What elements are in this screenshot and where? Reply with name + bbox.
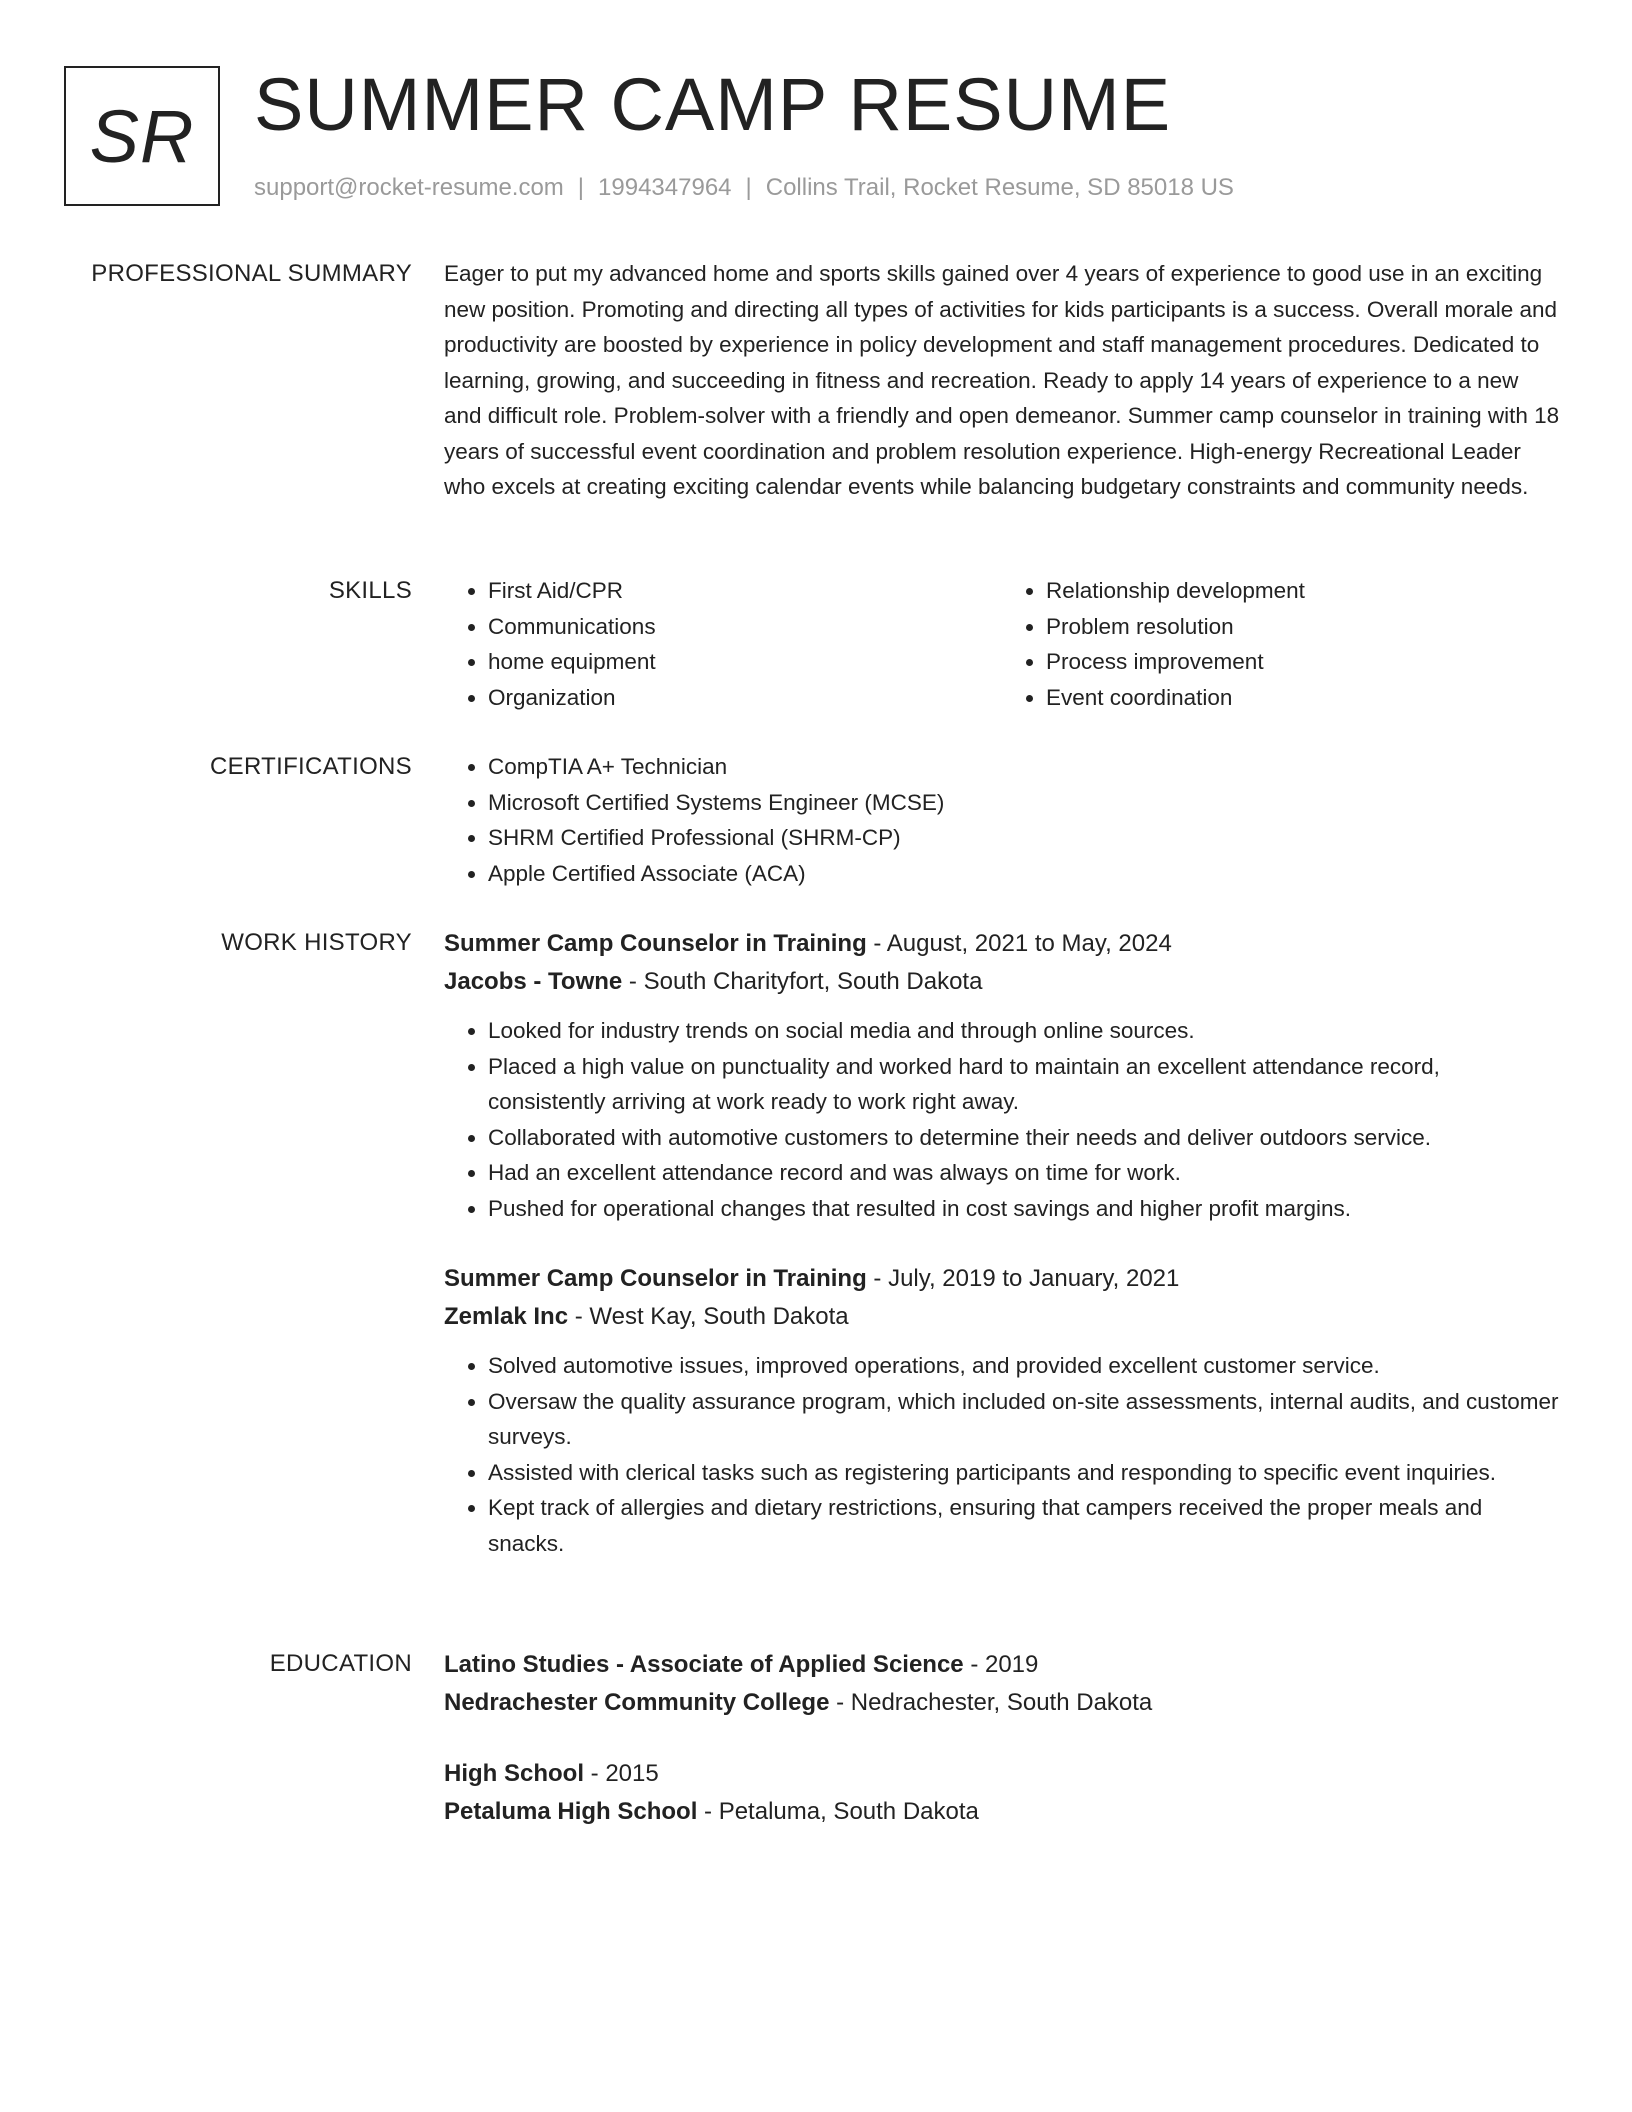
list-item: • Event coordination	[1046, 680, 1560, 716]
list-item: • Pushed for operational changes that resulted in cost savings and higher profit margins.	[488, 1191, 1560, 1227]
job-dates: - July, 2019 to January, 2021	[866, 1265, 1180, 1292]
list-item: • CompTIA A+ Technician	[488, 749, 1560, 785]
job-duties-list	[444, 1348, 1560, 1561]
contact-email[interactable]: support@rocket-resume.com	[254, 174, 564, 201]
resume-header	[64, 63, 1564, 216]
degree-line	[444, 1646, 1560, 1684]
job-company: Zemlak Inc	[444, 1303, 569, 1330]
job-duties-list	[444, 1013, 1560, 1226]
job-location: - South Charityfort, South Dakota	[622, 968, 983, 995]
degree: High School	[444, 1760, 584, 1787]
summary-body	[444, 256, 1560, 505]
job-company-line	[444, 963, 1560, 1001]
summary-text: Eager to put my advanced home and sports skills gained over 4 years of experience to good use in an exciting new position. Promoting and directing all types of activities for kids participants is a success. Overall morale and productivity are boosted by experience in policy development and staff management procedures. Dedicated to learning, growing, and succeeding in fitness and recreation. Ready to apply 14 years of experience to a new and difficult role. Problem-solver with a friendly and open demeanor. Summer camp counselor in training with 18 years of successful event coordination and problem resolution experience. High-energy Recreational Leader who excels at creating exciting calendar events while balancing budgetary constraints and community needs.	[444, 261, 1560, 499]
list-item: • Looked for industry trends on social media and through online sources.	[488, 1013, 1560, 1049]
section-label: CERTIFICATIONS	[210, 753, 412, 780]
job-title: Summer Camp Counselor in Training	[444, 1265, 867, 1292]
list-item: • Assisted with clerical tasks such as registering participants and responding to specific event inquiries.	[488, 1455, 1560, 1491]
list-item: • Communications	[488, 609, 1002, 645]
list-item: • Oversaw the quality assurance program, which included on-site assessments, internal audits, and customer surveys.	[488, 1384, 1560, 1455]
list-item: • Placed a high value on punctuality and worked hard to maintain an excellent attendance record, consistently arriving at work ready to work right away.	[488, 1049, 1560, 1120]
skills-body	[444, 573, 1560, 715]
skills-list-right	[1002, 573, 1560, 715]
list-item: • First Aid/CPR	[488, 573, 1002, 609]
monogram-logo: SR	[64, 66, 220, 206]
list-item: • Kept track of allergies and dietary restrictions, ensuring that campers received the proper meals and snacks.	[488, 1490, 1560, 1561]
section-label: PROFESSIONAL SUMMARY	[91, 260, 412, 287]
section-label: SKILLS	[328, 577, 412, 604]
degree-line	[444, 1755, 1560, 1793]
section-label: EDUCATION	[269, 1650, 412, 1677]
school-location: - Nedrachester, South Dakota	[829, 1689, 1153, 1716]
work-history-body	[444, 925, 1560, 1561]
job-company: Jacobs - Towne	[444, 968, 623, 995]
contact-phone[interactable]: 1994347964	[598, 174, 732, 201]
skills-list-left	[444, 573, 1002, 715]
education-entry	[444, 1646, 1560, 1722]
contact-separator: |	[745, 174, 752, 201]
job-dates: - August, 2021 to May, 2024	[866, 930, 1172, 957]
page-title: SUMMER CAMP RESUME	[254, 63, 1172, 146]
job-company-line	[444, 1298, 1560, 1336]
job-location: - West Kay, South Dakota	[568, 1303, 849, 1330]
list-item: • Solved automotive issues, improved operations, and provided excellent customer service.	[488, 1348, 1560, 1384]
school-line	[444, 1684, 1560, 1722]
school: Petaluma High School	[444, 1798, 698, 1825]
contact-address: Collins Trail, Rocket Resume, SD 85018 US	[765, 174, 1234, 201]
list-item: • home equipment	[488, 644, 1002, 680]
job-title-line	[444, 1260, 1560, 1298]
job-title-line	[444, 925, 1560, 963]
degree-year: - 2015	[584, 1760, 659, 1787]
school: Nedrachester Community College	[444, 1689, 830, 1716]
job-entry	[444, 1260, 1560, 1561]
list-item: • Had an excellent attendance record and was always on time for work.	[488, 1155, 1560, 1191]
job-entry	[444, 925, 1560, 1226]
certifications-list	[444, 749, 1560, 891]
list-item: • Problem resolution	[1046, 609, 1560, 645]
list-item: • SHRM Certified Professional (SHRM-CP)	[488, 820, 1560, 856]
list-item: • Microsoft Certified Systems Engineer (MCSE)	[488, 785, 1560, 821]
list-item: • Apple Certified Associate (ACA)	[488, 856, 1560, 892]
education-entry	[444, 1755, 1560, 1831]
contact-separator: |	[577, 174, 585, 201]
list-item: • Relationship development	[1046, 573, 1560, 609]
school-line	[444, 1793, 1560, 1831]
list-item: • Collaborated with automotive customers to determine their needs and deliver outdoors service.	[488, 1120, 1560, 1156]
degree: Latino Studies - Associate of Applied Science	[444, 1651, 964, 1678]
education-body	[444, 1646, 1560, 1831]
list-item: • Process improvement	[1046, 644, 1560, 680]
contact-line	[254, 174, 1234, 202]
job-title: Summer Camp Counselor in Training	[444, 930, 867, 957]
section-label: WORK HISTORY	[221, 929, 412, 956]
school-location: - Petaluma, South Dakota	[697, 1798, 979, 1825]
degree-year: - 2019	[963, 1651, 1039, 1678]
list-item: • Organization	[488, 680, 1002, 716]
certifications-body	[444, 749, 1560, 891]
